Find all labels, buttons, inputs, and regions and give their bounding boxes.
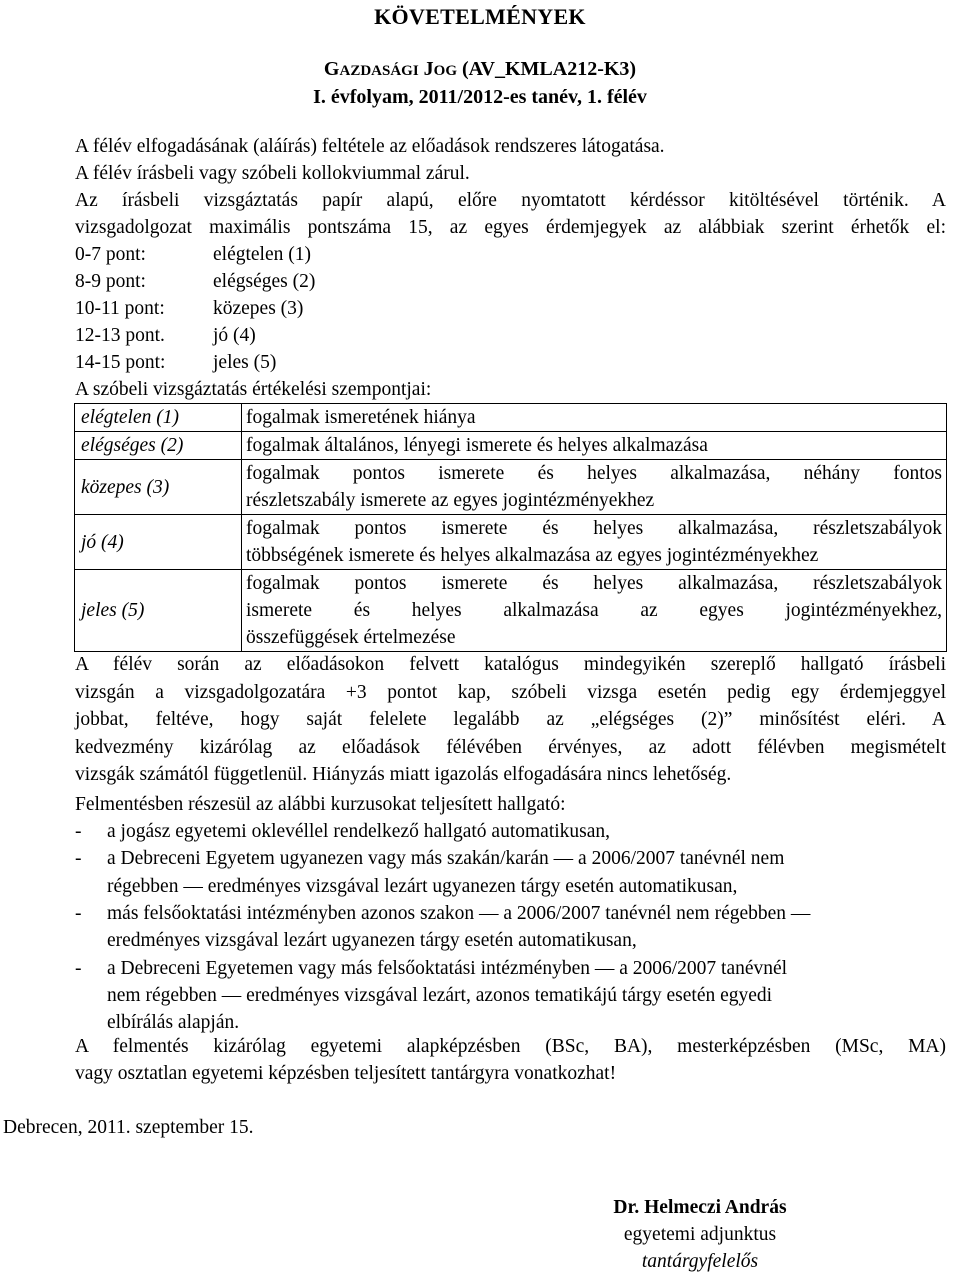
- intro-line-1: A félév elfogadásának (aláírás) feltétele az előadások rendszeres látogatása.: [75, 136, 665, 157]
- course-name: GAZDASÁGI JOG: [323, 58, 458, 80]
- place-date: Debrecen, 2011. szeptember 15.: [3, 1117, 254, 1138]
- intro-line-4: vizsgadolgozat maximális pontszáma 15, az egyes érdemjegyek az alábbiak szerint érhetők el:: [75, 217, 946, 238]
- grade-points: 12-13 pont.: [75, 325, 165, 346]
- exemption-line: a Debreceni Egyetem ugyanezen vagy más szakán/karán — a 2006/2007 tanévnél nem: [107, 848, 785, 870]
- list-bullet: -: [75, 957, 82, 979]
- criteria-description: [242, 570, 947, 652]
- criteria-line: többségének ismerete és helyes alkalmazása az egyes jogintézményekhez: [246, 545, 819, 566]
- criteria-line: ismerete és helyes alkalmazása az egyes jogintézményekhez,: [246, 600, 942, 621]
- bonus-line: vizsgán a vizsgadolgozatára +3 pontot kap, szóbeli vizsga esetén pedig egy érdemjeggyel: [75, 681, 946, 703]
- exemption-line: a jogász egyetemi oklevéllel rendelkező hallgató automatikusan,: [107, 821, 611, 842]
- criteria-line: fogalmak pontos ismerete és helyes alkalmazása, részletszabályok: [246, 518, 942, 539]
- exemption-line: a Debreceni Egyetemen vagy más felsőoktatási intézményben — a 2006/2007 tanévnél: [107, 957, 788, 979]
- grade-points: 14-15 pont:: [75, 352, 166, 373]
- criteria-line: összefüggések értelmezése: [246, 627, 456, 648]
- criteria-line: fogalmak ismeretének hiánya: [246, 407, 476, 428]
- exemption-line: eredményes vizsgával lezárt ugyanezen tárgy esetén automatikusan,: [107, 930, 637, 952]
- exemption-line: más felsőoktatási intézményben azonos szakon — a 2006/2007 tanévnél nem régebben —: [107, 902, 811, 924]
- criteria-line: fogalmak pontos ismerete és helyes alkalmazása, részletszabályok: [246, 573, 942, 594]
- exemption-line: elbírálás alapján.: [107, 1012, 240, 1034]
- criteria-grade: elégséges (2): [75, 432, 242, 460]
- criteria-line: fogalmak általános, lényegi ismerete és helyes alkalmazása: [246, 435, 708, 456]
- grade-scale-row: [75, 298, 303, 320]
- criteria-row: [75, 515, 947, 570]
- criteria-grade: közepes (3): [75, 460, 242, 515]
- course-code: (AV_KMLA212-K3): [462, 58, 637, 80]
- criteria-grade: jeles (5): [75, 570, 242, 652]
- course-title: [0, 58, 960, 81]
- criteria-grade: jó (4): [75, 515, 242, 570]
- criteria-description: [242, 515, 947, 570]
- intro-line-2: A félév írásbeli vagy szóbeli kollokviummal zárul.: [75, 163, 470, 184]
- document-title: KÖVETELMÉNYEK: [374, 4, 586, 29]
- grade-label: elégséges (2): [213, 271, 316, 292]
- grade-label: elégtelen (1): [213, 244, 311, 265]
- grade-scale-row: [75, 271, 315, 293]
- grade-label: közepes (3): [213, 298, 304, 319]
- signatory-role: tantárgyfelelős: [641, 1251, 759, 1272]
- criteria-description: [242, 404, 947, 432]
- bonus-line: jobbat, feltéve, hogy saját felelete legalább az „elégséges (2)” minősítést eléri. A: [75, 709, 946, 730]
- criteria-row: [75, 460, 947, 515]
- list-bullet: -: [75, 821, 82, 842]
- list-bullet: -: [75, 902, 82, 924]
- criteria-line: fogalmak pontos ismerete és helyes alkalmazása, néhány fontos: [246, 463, 942, 484]
- criteria-grade: elégtelen (1): [75, 404, 242, 432]
- grade-label: jó (4): [213, 325, 256, 346]
- grade-points: 8-9 pont:: [75, 271, 146, 292]
- criteria-row: [75, 432, 947, 460]
- signatory-position: egyetemi adjunktus: [623, 1224, 777, 1245]
- criteria-description: [242, 460, 947, 515]
- criteria-description: [242, 432, 947, 460]
- grade-scale-row: [75, 325, 256, 347]
- exemption-line: nem régebben — eredményes vizsgával lezárt, azonos tematikájú tárgy esetén egyedi: [107, 984, 773, 1006]
- exemption-line: régebben — eredményes vizsgával lezárt ugyanezen tárgy esetén automatikusan,: [107, 875, 738, 897]
- closing-line: vagy osztatlan egyetemi képzésben teljesített tantárgyra vonatkozhat!: [75, 1063, 617, 1084]
- criteria-line: részletszabály ismerete az egyes jogintézményekhez: [246, 490, 655, 511]
- closing-line: A felmentés kizárólag egyetemi alapképzésben (BSc, BA), mesterképzésben (MSc, MA): [75, 1036, 946, 1057]
- grade-points: 10-11 pont:: [75, 298, 165, 319]
- bonus-line: vizsgák számától függetlenül. Hiányzás miatt igazolás elfogadására nincs lehetőség.: [75, 764, 732, 785]
- signatory-name: Dr. Helmeczi András: [613, 1197, 787, 1218]
- bonus-line: A félév során az előadásokon felvett katalógus mindegyikén szereplő hallgató írásbeli: [75, 654, 946, 675]
- criteria-row: [75, 404, 947, 432]
- exemption-heading: Felmentésben részesül az alábbi kurzusokat teljesített hallgató:: [75, 794, 566, 815]
- oral-heading: A szóbeli vizsgáztatás értékelési szempontjai:: [75, 379, 432, 400]
- intro-line-3: Az írásbeli vizsgáztatás papír alapú, előre nyomtatott kérdéssor kitöltésével történik. A: [75, 190, 946, 211]
- bonus-line: kedvezmény kizárólag az előadások félévében érvényes, az adott félévben megismételt: [75, 736, 946, 758]
- grade-points: 0-7 pont:: [75, 244, 146, 265]
- list-bullet: -: [75, 848, 82, 870]
- grade-scale-row: [75, 244, 311, 266]
- oral-criteria-table: [74, 403, 947, 652]
- academic-year: I. évfolyam, 2011/2012-es tanév, 1. félév: [313, 86, 647, 108]
- grade-label: jeles (5): [213, 352, 277, 373]
- criteria-row: [75, 570, 947, 652]
- grade-scale-row: [75, 352, 276, 374]
